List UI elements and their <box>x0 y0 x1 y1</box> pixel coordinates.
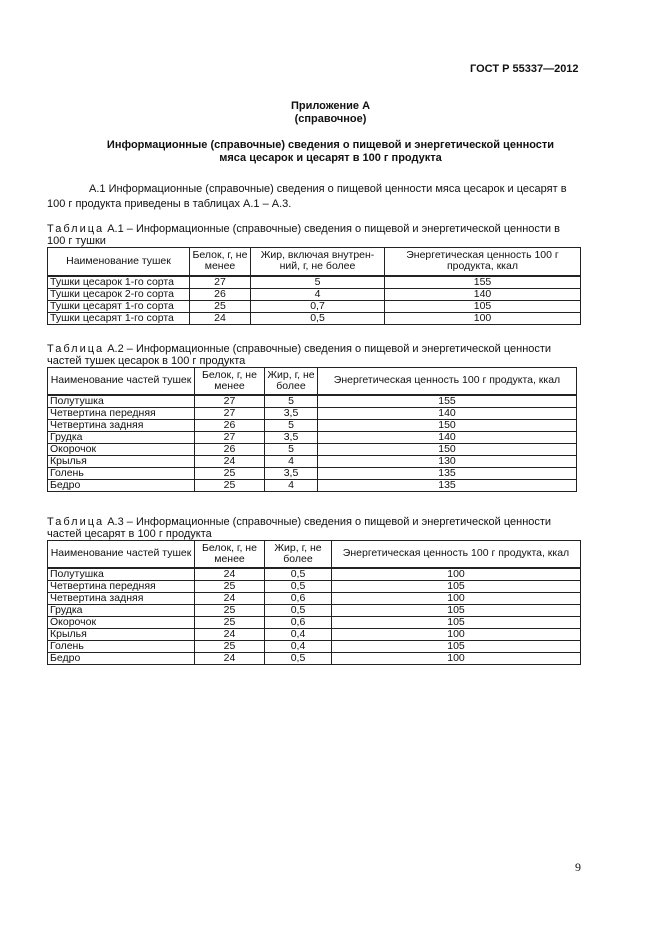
table1-caption-line2: 100 г тушки <box>47 235 106 247</box>
table2-caption-line2: частей тушек цесарок в 100 г продукта <box>47 355 246 367</box>
value-cell: 140 <box>385 288 581 300</box>
value-cell: 5 <box>265 443 318 455</box>
header-cell: Белок, г, не менее <box>190 248 251 276</box>
value-cell: 100 <box>332 628 581 640</box>
value-cell: 25 <box>195 467 265 479</box>
header-cell: Наименование частей тушек <box>48 368 195 395</box>
value-cell: 27 <box>195 407 265 419</box>
table-row <box>48 592 581 604</box>
value-cell: 3,5 <box>265 407 318 419</box>
value-cell: 0,4 <box>265 628 332 640</box>
table-row <box>48 652 581 664</box>
intro-line-1: А.1 Информационные (справочные) сведения о пищевой ценности мяса цесарок и цесарят в <box>89 183 567 195</box>
table3-caption-text: А.3 – Информационные (справочные) сведения о пищевой и энергетической ценности <box>107 516 552 528</box>
value-cell: 135 <box>318 479 577 491</box>
value-cell: 0,5 <box>265 580 332 592</box>
table-row <box>48 580 581 592</box>
table1-caption <box>47 223 580 235</box>
row-name-cell: Полутушка <box>48 568 195 581</box>
row-name-cell: Крылья <box>48 628 195 640</box>
header-cell: Белок, г, не менее <box>195 368 265 395</box>
value-cell: 24 <box>195 652 265 664</box>
value-cell: 25 <box>195 640 265 652</box>
heading-line-2: мяса цесарок и цесарят в 100 г продукта <box>219 152 442 164</box>
value-cell: 24 <box>195 592 265 604</box>
value-cell: 24 <box>195 568 265 581</box>
value-cell: 24 <box>190 312 251 324</box>
value-cell: 25 <box>195 616 265 628</box>
row-name-cell: Четвертина передняя <box>48 580 195 592</box>
table-row <box>48 443 577 455</box>
value-cell: 105 <box>332 604 581 616</box>
table-a1 <box>47 247 581 325</box>
value-cell: 24 <box>195 628 265 640</box>
value-cell: 4 <box>265 479 318 491</box>
row-name-cell: Голень <box>48 467 195 479</box>
table-row <box>48 288 581 300</box>
header-cell: Энергетическая ценность 100 г продукта, ккал <box>385 248 581 276</box>
value-cell: 105 <box>385 300 581 312</box>
row-name-cell: Четвертина передняя <box>48 407 195 419</box>
value-cell: 135 <box>318 467 577 479</box>
table1-caption-text: А.1 – Информационные (справочные) сведения о пищевой и энергетической ценности в <box>107 223 560 235</box>
header-cell: Жир, г, не более <box>265 368 318 395</box>
value-cell: 150 <box>318 419 577 431</box>
header-cell: Наименование тушек <box>48 248 190 276</box>
value-cell: 27 <box>195 431 265 443</box>
table2-caption-prefix: Таблица <box>47 343 105 355</box>
value-cell: 100 <box>385 312 581 324</box>
table-row <box>48 395 577 408</box>
table1-caption-prefix: Таблица <box>47 223 105 235</box>
row-name-cell: Тушки цесарок 2-го сорта <box>48 288 190 300</box>
row-name-cell: Тушки цесарят 1-го сорта <box>48 312 190 324</box>
page-number: 9 <box>575 860 581 874</box>
value-cell: 25 <box>195 604 265 616</box>
header-cell: Жир, г, не более <box>265 541 332 568</box>
value-cell: 100 <box>332 568 581 581</box>
value-cell: 0,4 <box>265 640 332 652</box>
value-cell: 4 <box>251 288 385 300</box>
table-row <box>48 604 581 616</box>
table-row <box>48 640 581 652</box>
value-cell: 5 <box>265 419 318 431</box>
value-cell: 0,5 <box>265 604 332 616</box>
value-cell: 0,5 <box>251 312 385 324</box>
table3-caption-prefix: Таблица <box>47 516 105 528</box>
header-cell: Белок, г, не менее <box>195 541 265 568</box>
table-row <box>48 276 581 289</box>
table-row <box>48 431 577 443</box>
value-cell: 5 <box>251 276 385 289</box>
value-cell: 105 <box>332 616 581 628</box>
value-cell: 150 <box>318 443 577 455</box>
row-name-cell: Крылья <box>48 455 195 467</box>
appendix-subtitle: (справочное) <box>294 113 367 125</box>
table-row <box>48 479 577 491</box>
row-name-cell: Четвертина задняя <box>48 419 195 431</box>
value-cell: 26 <box>195 443 265 455</box>
value-cell: 3,5 <box>265 431 318 443</box>
value-cell: 140 <box>318 431 577 443</box>
value-cell: 25 <box>190 300 251 312</box>
value-cell: 155 <box>318 395 577 408</box>
table-row <box>48 616 581 628</box>
row-name-cell: Бедро <box>48 652 195 664</box>
row-name-cell: Голень <box>48 640 195 652</box>
value-cell: 155 <box>385 276 581 289</box>
standard-designation: ГОСТ Р 55337—2012 <box>470 63 579 75</box>
value-cell: 4 <box>265 455 318 467</box>
intro-line-2: 100 г продукта приведены в таблицах А.1 – А.3. <box>47 198 292 210</box>
value-cell: 140 <box>318 407 577 419</box>
value-cell: 26 <box>195 419 265 431</box>
table2-caption-text: А.2 – Информационные (справочные) сведения о пищевой и энергетической ценности <box>107 343 552 355</box>
header-cell: Наименование частей тушек <box>48 541 195 568</box>
value-cell: 24 <box>195 455 265 467</box>
header-cell: Энергетическая ценность 100 г продукта, ккал <box>332 541 581 568</box>
header-cell: Жир, включая внутрен-ний, г, не более <box>251 248 385 276</box>
value-cell: 130 <box>318 455 577 467</box>
value-cell: 27 <box>195 395 265 408</box>
table-row <box>48 628 581 640</box>
row-name-cell: Тушки цесарят 1-го сорта <box>48 300 190 312</box>
heading-line-1: Информационные (справочные) сведения о пищевой и энергетической ценности <box>106 139 555 151</box>
table-row <box>48 467 577 479</box>
row-name-cell: Окорочок <box>48 616 195 628</box>
table3-caption <box>47 516 580 528</box>
table-row <box>48 419 577 431</box>
table3-caption-line2: частей цесарят в 100 г продукта <box>47 528 212 540</box>
row-name-cell: Полутушка <box>48 395 195 408</box>
value-cell: 3,5 <box>265 467 318 479</box>
appendix-title: Приложение А <box>290 100 371 112</box>
row-name-cell: Окорочок <box>48 443 195 455</box>
value-cell: 105 <box>332 580 581 592</box>
value-cell: 105 <box>332 640 581 652</box>
row-name-cell: Грудка <box>48 604 195 616</box>
table-a2 <box>47 367 577 492</box>
row-name-cell: Грудка <box>48 431 195 443</box>
table-row <box>48 312 581 324</box>
value-cell: 100 <box>332 592 581 604</box>
value-cell: 100 <box>332 652 581 664</box>
header-cell: Энергетическая ценность 100 г продукта, ккал <box>318 368 577 395</box>
value-cell: 0,5 <box>265 568 332 581</box>
table-row <box>48 407 577 419</box>
row-name-cell: Тушки цесарок 1-го сорта <box>48 276 190 289</box>
value-cell: 0,7 <box>251 300 385 312</box>
value-cell: 0,6 <box>265 592 332 604</box>
value-cell: 0,6 <box>265 616 332 628</box>
value-cell: 0,5 <box>265 652 332 664</box>
value-cell: 25 <box>195 580 265 592</box>
value-cell: 25 <box>195 479 265 491</box>
value-cell: 5 <box>265 395 318 408</box>
value-cell: 27 <box>190 276 251 289</box>
table-row <box>48 455 577 467</box>
table2-caption <box>47 343 580 355</box>
table-row <box>48 300 581 312</box>
row-name-cell: Бедро <box>48 479 195 491</box>
value-cell: 26 <box>190 288 251 300</box>
table-a3 <box>47 540 581 665</box>
row-name-cell: Четвертина задняя <box>48 592 195 604</box>
table-row <box>48 568 581 581</box>
